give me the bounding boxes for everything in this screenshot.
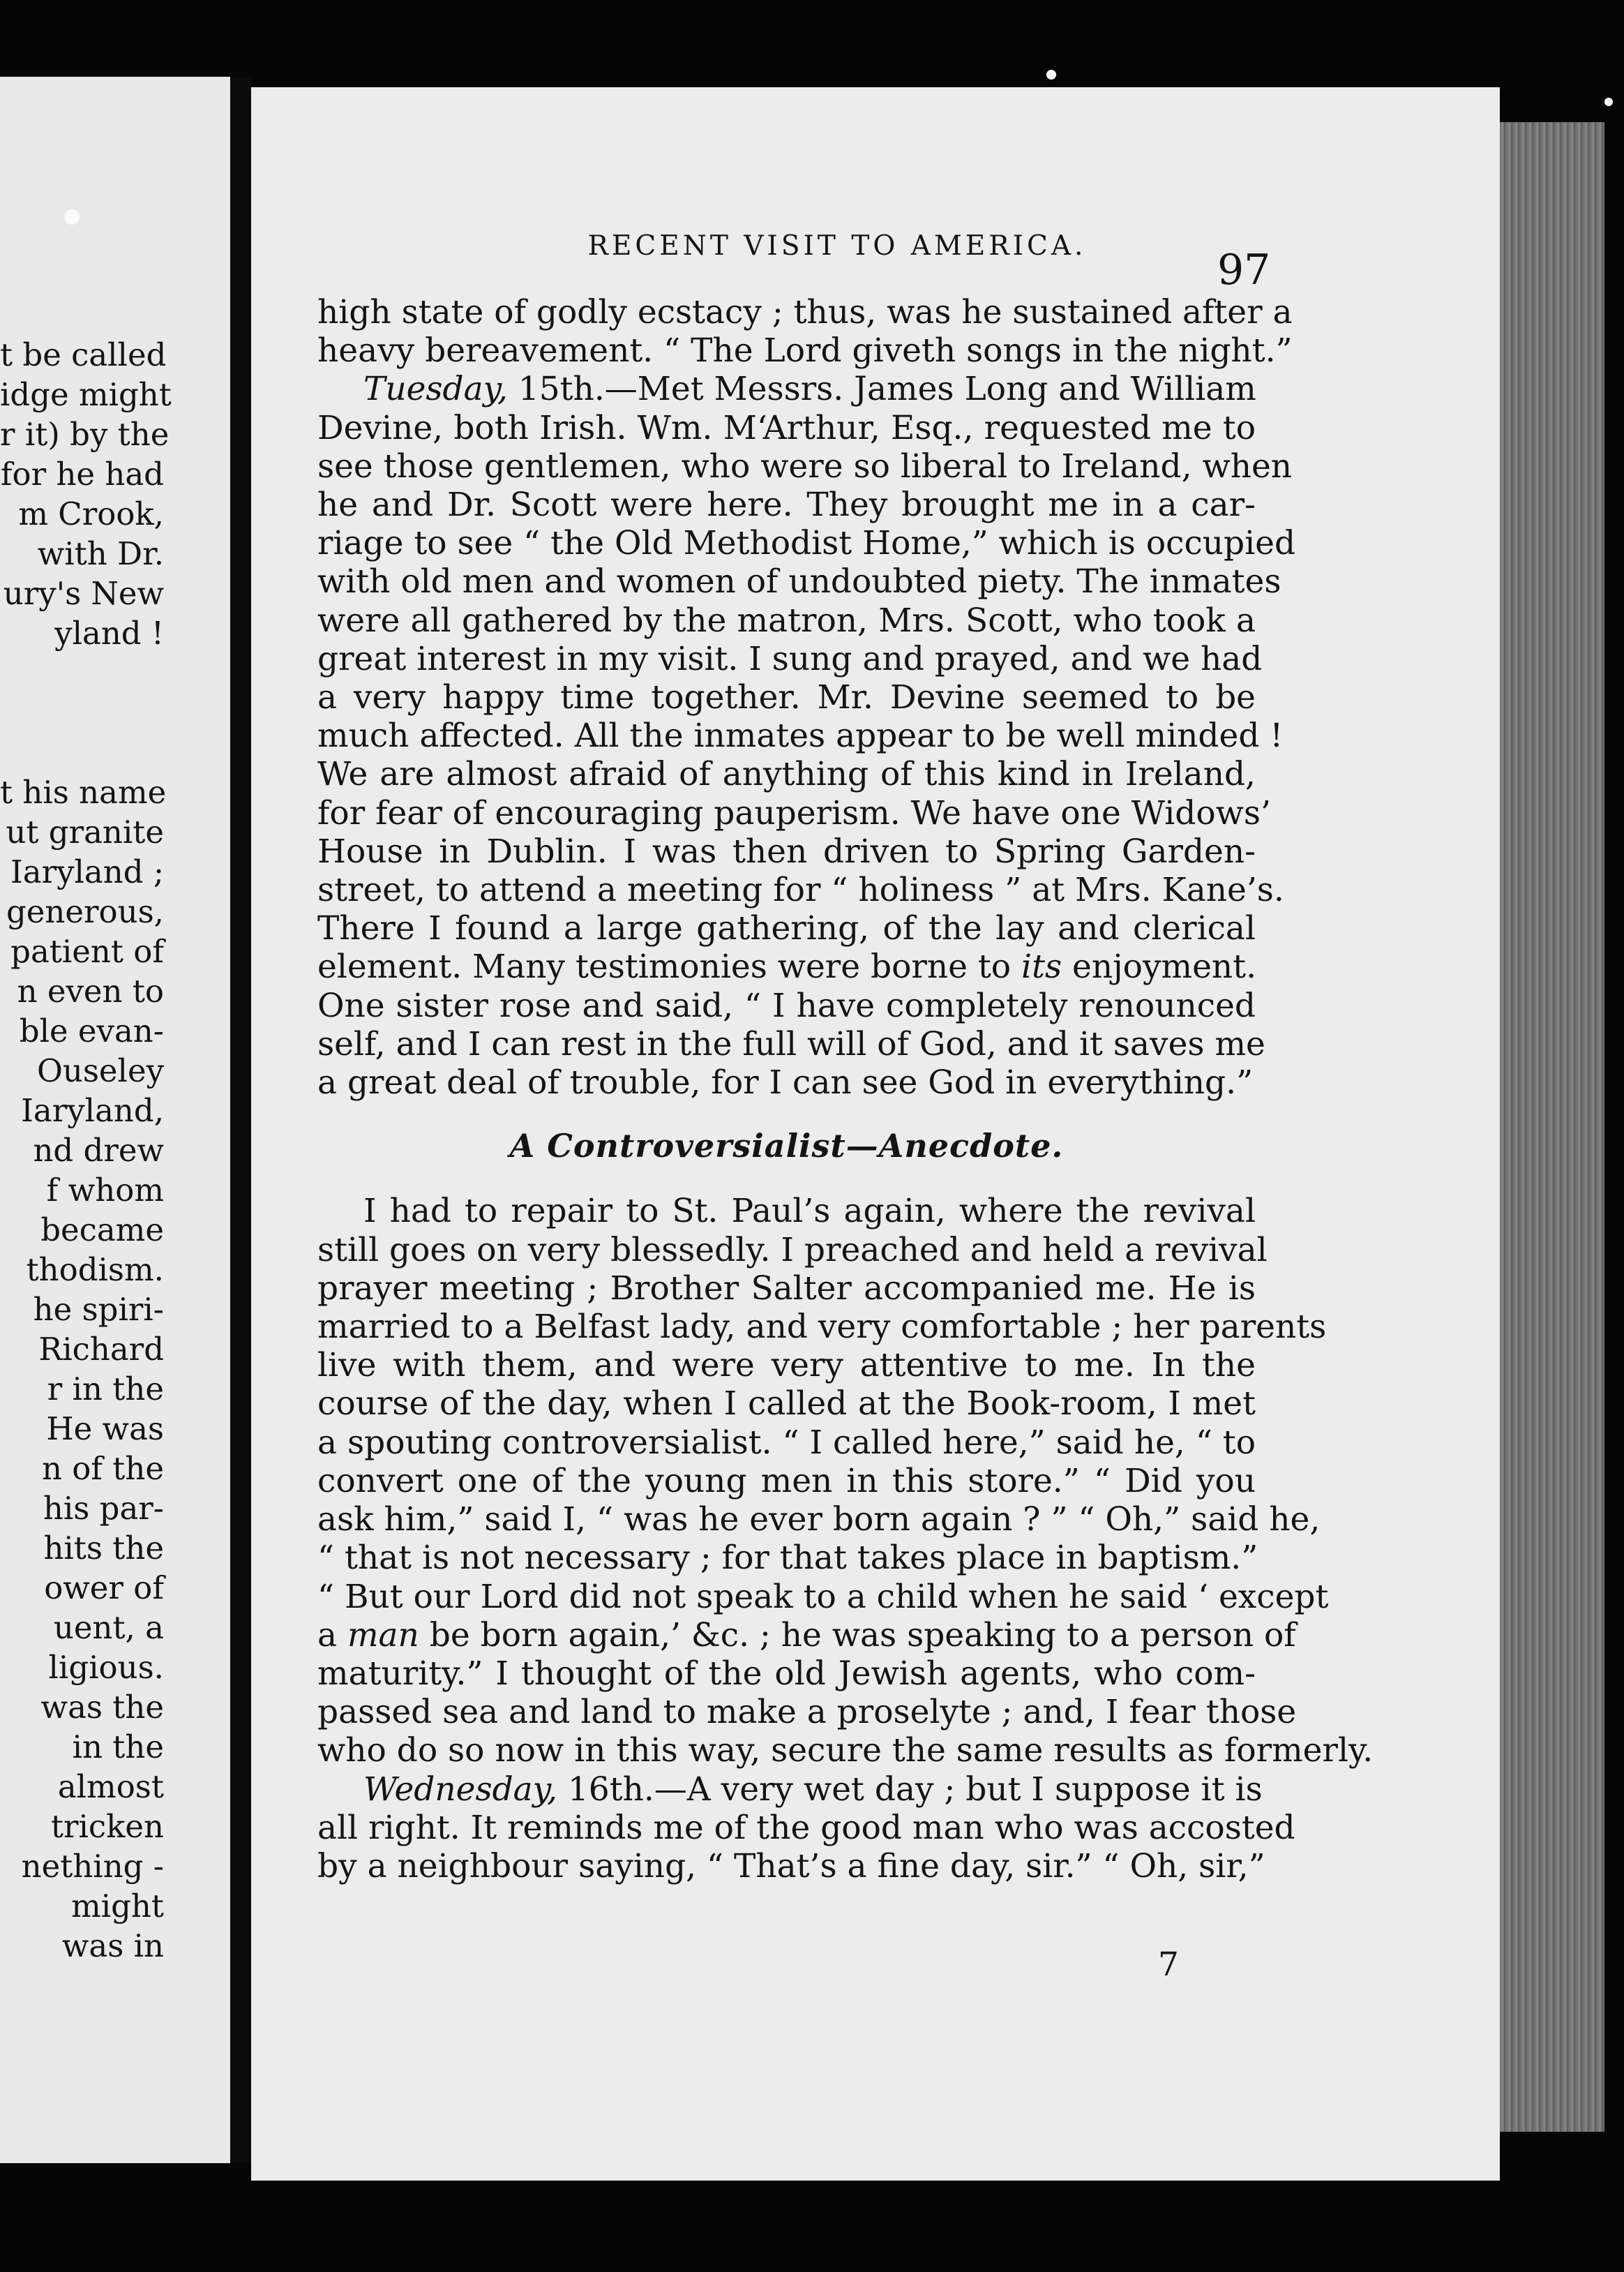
text-line: a very happy time together. Mr. Devine seemed to be: [317, 678, 1256, 717]
previous-page-line: thodism.: [26, 1251, 164, 1288]
text-line: I had to repair to St. Paul’s again, where the revival: [363, 1192, 1256, 1231]
text-line: were all gathered by the matron, Mrs. Scott, who took a: [317, 601, 1256, 640]
previous-page-line: uent, a: [53, 1609, 164, 1646]
text-line: Devine, both Irish. Wm. M‘Arthur, Esq., requested me to: [317, 408, 1256, 447]
text-line: Wednesday, 16th.—A very wet day ; but I suppose it is: [363, 1770, 1263, 1809]
previous-page-line: [0, 653, 164, 693]
text-line: still goes on very blessedly. I preached and held a revival: [317, 1230, 1268, 1269]
previous-page-line: Richard: [38, 1331, 164, 1368]
previous-page-line: Iaryland,: [21, 1092, 164, 1129]
text-line: he and Dr. Scott were here. They brought me in a car-: [317, 486, 1256, 525]
page-number: 97: [1217, 246, 1271, 294]
text-line: a spouting controversialist. “ I called here,” said he, “ to: [317, 1423, 1256, 1462]
paragraph-1: [317, 293, 1293, 371]
text-line: with old men and women of undoubted piety. The inmates: [317, 562, 1281, 601]
previous-page-line: tricken: [50, 1808, 164, 1845]
paragraph-4: [317, 1770, 1295, 1886]
previous-page-line: [0, 733, 164, 772]
previous-page-line: with Dr.: [37, 535, 164, 572]
previous-page-line: r it) by the: [0, 416, 170, 453]
previous-page-line: almost: [57, 1768, 164, 1805]
paragraph-3: [317, 1192, 1374, 1770]
text-line: married to a Belfast lady, and very comfortable ; her parents: [317, 1308, 1327, 1347]
previous-page-line: nd drew: [33, 1132, 164, 1169]
running-head: RECENT VISIT TO AMERICA.: [587, 230, 1087, 262]
previous-page-line: ble evan-: [19, 1012, 164, 1049]
text-line: by a neighbour saying, “ That’s a fine day, sir.” “ Oh, sir,”: [317, 1846, 1265, 1885]
text-line: ask him,” said I, “ was he ever born again ? ” “ Oh,” said he,: [317, 1500, 1321, 1539]
text-line: who do so now in this way, secure the same results as formerly.: [317, 1731, 1374, 1770]
previous-page-line: generous,: [6, 893, 164, 930]
dust-speck: [1046, 70, 1056, 80]
text-line: “ But our Lord did not speak to a child when he said ‘ except: [317, 1577, 1329, 1616]
text-line: riage to see “ the Old Methodist Home,” which is occupied: [317, 524, 1296, 563]
text-line: self, and I can rest in the full will of God, and it saves me: [317, 1024, 1265, 1063]
text-line: great interest in my visit. I sung and prayed, and we had: [317, 639, 1263, 678]
text-line: course of the day, when I called at the Book-room, I met: [317, 1384, 1256, 1423]
text-line: for fear of encouraging pauperism. We have one Widows’: [317, 793, 1271, 832]
previous-page: [0, 77, 251, 2163]
previous-page-line: his par-: [43, 1490, 164, 1527]
previous-page-line: he spiri-: [33, 1291, 164, 1328]
text-line: a great deal of trouble, for I can see God in everything.”: [317, 1063, 1254, 1103]
text-line: There I found a large gathering, of the lay and clerical: [317, 909, 1256, 948]
dust-speck: [64, 209, 80, 225]
text-line: We are almost afraid of anything of this kind in Ireland,: [317, 755, 1256, 794]
text-line: “ that is not necessary ; for that takes place in baptism.”: [317, 1539, 1258, 1578]
section-heading: A Controversialist—Anecdote.: [509, 1127, 1064, 1165]
previous-page-line: nething -: [21, 1848, 164, 1885]
previous-page-line: for he had: [0, 456, 164, 493]
text-line: see those gentlemen, who were so liberal to Ireland, when: [317, 447, 1293, 486]
previous-page-line: n of the: [41, 1450, 164, 1487]
text-line: high state of godly ecstacy ; thus, was he sustained after a: [317, 293, 1293, 331]
page-edges: [1500, 122, 1604, 2132]
previous-page-line: ury's New: [3, 575, 164, 612]
previous-page-line: He was: [46, 1410, 164, 1447]
paragraph-2: [317, 370, 1296, 1103]
text-line: heavy bereavement. “ The Lord giveth songs in the night.”: [317, 331, 1293, 371]
text-line: One sister rose and said, “ I have completely renounced: [317, 986, 1256, 1025]
previous-page-line: might: [71, 1888, 164, 1925]
previous-page-line: r in the: [47, 1370, 164, 1407]
text-line: street, to attend a meeting for “ holiness ” at Mrs. Kane’s.: [317, 871, 1284, 910]
text-line: passed sea and land to make a proselyte ; and, I fear those: [317, 1693, 1297, 1732]
previous-page-line: [0, 693, 164, 733]
previous-page-line: t be called: [0, 336, 167, 373]
signature-mark: 7: [1158, 1945, 1179, 1984]
previous-page-line: Iaryland ;: [10, 853, 164, 890]
text-line: live with them, and were very attentive to me. In the: [317, 1346, 1256, 1385]
previous-page-line: was in: [61, 1927, 164, 1964]
text-line: all right. It reminds me of the good man who was accosted: [317, 1808, 1295, 1847]
body-text: [317, 293, 1374, 1885]
previous-page-line: hits the: [43, 1530, 164, 1567]
text-line: a man be born again,’ &c. ; he was speaking to a person of: [317, 1615, 1296, 1654]
previous-page-line: idge might: [0, 376, 172, 413]
text-line: House in Dublin. I was then driven to Spring Garden-: [317, 832, 1256, 871]
dust-speck: [1604, 98, 1613, 106]
previous-page-line: m Crook,: [18, 495, 164, 532]
previous-page-line: n even to: [17, 973, 164, 1010]
text-line: convert one of the young men in this store.” “ Did you: [317, 1461, 1256, 1500]
text-line: maturity.” I thought of the old Jewish agents, who com-: [317, 1654, 1256, 1693]
previous-page-text: [0, 335, 172, 1966]
previous-page-line: became: [40, 1211, 164, 1248]
previous-page-line: t his name: [0, 774, 167, 811]
previous-page-line: patient of: [10, 933, 164, 970]
previous-page-line: ower of: [44, 1569, 164, 1606]
previous-page-line: in the: [72, 1728, 164, 1765]
text-line: prayer meeting ; Brother Salter accompanied me. He is: [317, 1269, 1256, 1308]
previous-page-line: f whom: [46, 1172, 164, 1209]
text-line: element. Many testimonies were borne to its enjoyment.: [317, 948, 1257, 987]
previous-page-line: yland !: [54, 615, 164, 652]
text-line: Tuesday, 15th.—Met Messrs. James Long and William: [363, 370, 1256, 409]
text-line: much affected. All the inmates appear to be well minded !: [317, 717, 1284, 756]
previous-page-line: Ouseley: [36, 1052, 164, 1089]
previous-page-line: ligious.: [48, 1649, 164, 1686]
previous-page-line: was the: [40, 1689, 164, 1726]
previous-page-line: ut granite: [6, 814, 164, 851]
